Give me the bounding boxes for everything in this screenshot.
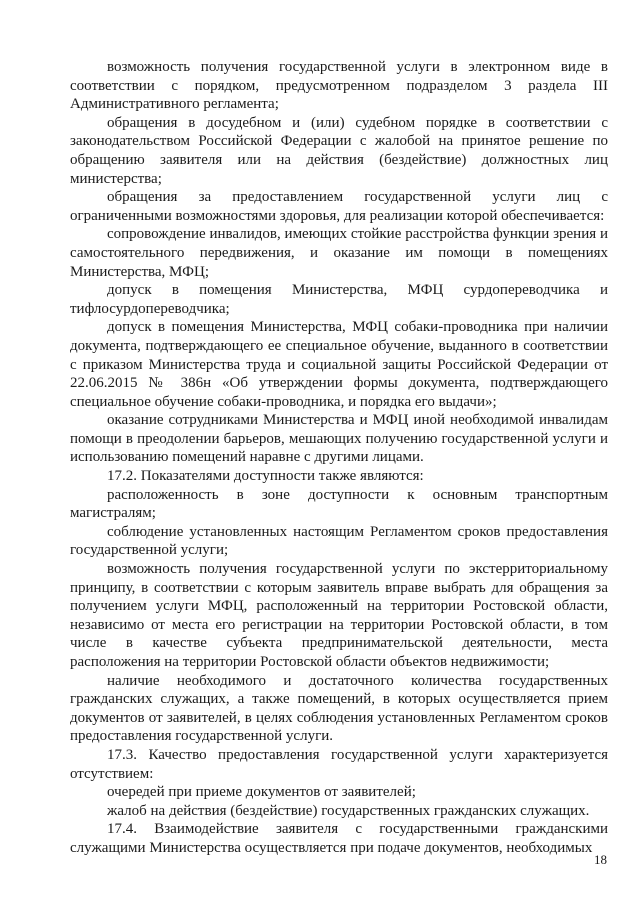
paragraph-17-2-heading: 17.2. Показателями доступности также являются: <box>107 468 424 485</box>
paragraph-17-4-interaction: 17.4. Взаимодействие заявителя с государственными гражданскими служащими Министерства осуществляется при подаче документов, необходимых <box>70 821 608 856</box>
paragraph-electronic-service: возможность получения государственной услуги в электронном виде в соответствии с порядком, предусмотренном подразделом 3 раздела III Административного регламента; <box>70 59 608 113</box>
paragraph-extraterritorial: возможность получения государственной услуги по экстерриториальному принципу, в соответствии с которым заявитель вправе выбрать для обращения за получением услуги МФЦ, расположенный на территории Ростовской области, независимо от места его регистрации на территории Ростовской области, в том числе в качестве субъекта предпринимательской деятельности, места расположения на территории Ростовской области объектов недвижимости; <box>70 561 608 670</box>
paragraph-staff-count: наличие необходимого и достаточного количества государственных гражданских служащих, а также помещений, в которых осуществляется прием документов от заявителей, в целях соблюдения установленных Регламентом сроков предоставления государственной услуги. <box>70 672 608 745</box>
page-number: 18 <box>594 852 607 867</box>
paragraph-no-queues: очередей при приеме документов от заявителей; <box>107 784 416 801</box>
paragraph-guide-dog: допуск в помещения Министерства, МФЦ собаки-проводника при наличии документа, подтверждающего ее специальное обучение, выданного в соответствии с приказом Министерства труда и социальной защиты Российской Федерации от 22.06.2015 № 386н «Об утверждении формы документа, подтверждающего специальное обучение собаки-проводника, и порядка его выдачи»; <box>70 319 608 410</box>
paragraph-transport: расположенность в зоне доступности к основным транспортным магистралям; <box>70 486 608 522</box>
paragraph-staff-assistance: оказание сотрудниками Министерства и МФЦ иной необходимой инвалидам помощи в преодолении барьеров, мешающих получению государственной услуги и использованию помещений наравне с другими лицами. <box>70 412 608 466</box>
paragraph-no-complaints: жалоб на действия (бездействие) государственных гражданских служащих. <box>107 802 590 819</box>
paragraph-deadlines: соблюдение установленных настоящим Регламентом сроков предоставления государственной услуги; <box>70 523 608 559</box>
paragraph-escort: сопровождение инвалидов, имеющих стойкие расстройства функции зрения и самостоятельного передвижения, и оказание им помощи в помещениях Министерства, МФЦ; <box>70 226 608 280</box>
paragraph-appeals: обращения в досудебном и (или) судебном порядке в соответствии с законодательством Российской Федерации с жалобой на принятое решение по обращению заявителя или на действия (бездействие) должностных лиц министерства; <box>70 114 608 187</box>
paragraph-disabled-access: обращения за предоставлением государственной услуги лиц с ограниченными возможностями здоровья, для реализации которой обеспечивается: <box>70 189 608 224</box>
paragraph-sign-interpreter: допуск в помещения Министерства, МФЦ сурдопереводчика и тифлосурдопереводчика; <box>70 282 608 317</box>
paragraph-17-3-quality: 17.3. Качество предоставления государственной услуги характеризуется отсутствием: <box>70 746 608 782</box>
